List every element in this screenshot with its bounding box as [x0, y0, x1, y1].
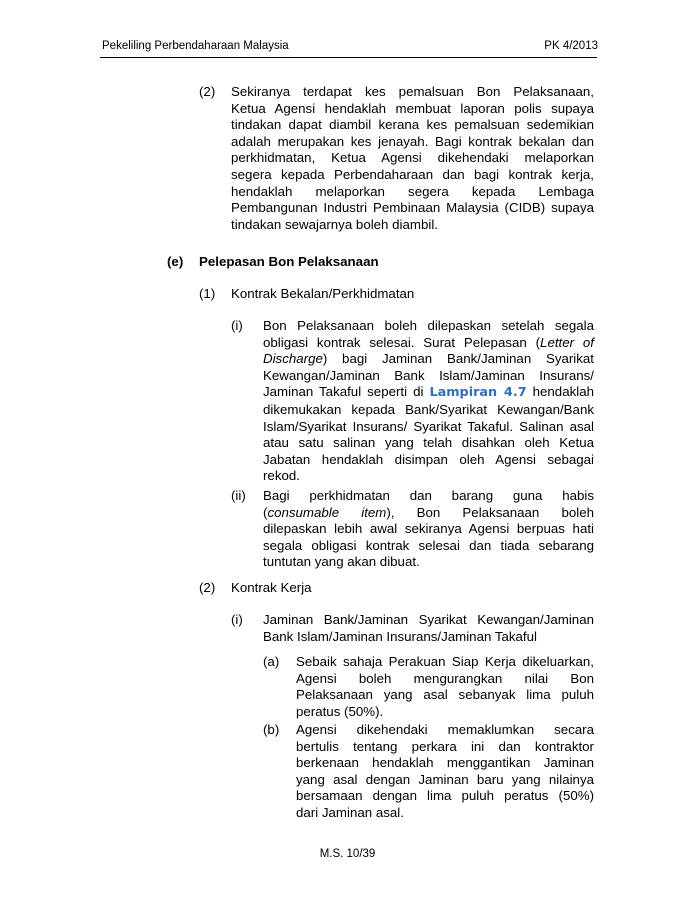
- text-line: Agensi dikehendaki memaklumkan secara: [296, 722, 594, 737]
- text-line: Bagi perkhidmatan dan barang guna habis: [263, 488, 594, 503]
- text-line: (consumable item), Bon Pelaksanaan boleh: [263, 504, 594, 520]
- text-line: Pelaksanaan yang asal sebanyak lima puluh: [296, 687, 594, 703]
- sub-2-title: Kontrak Kerja: [231, 580, 312, 595]
- text-line: perkhidmatan, Ketua Agensi dikehendaki melaporkan: [231, 150, 594, 166]
- text-line: Pembangunan Industri Pembinaan Malaysia (CIDB) supaya: [231, 200, 594, 216]
- text-line: dari Jaminan asal.: [296, 804, 404, 820]
- item-ii-body: [263, 488, 594, 571]
- text-line: bertulis tentang perkara ini dan kontraktor: [296, 738, 594, 754]
- page-number: M.S. 10/39: [319, 848, 376, 860]
- text-line: dikemukakan kepada Bank/Syarikat Kewangan/Bank: [263, 401, 594, 417]
- text-line: adalah merupakan kes jenayah. Bagi kontrak bekalan dan: [231, 133, 594, 149]
- text-line: Kewangan/Jaminan Bank Islam/Jaminan Insurans/: [263, 367, 594, 383]
- text-line: Jaminan Bank/Jaminan Syarikat Kewangan/Jaminan: [263, 612, 594, 627]
- item-ii-number: (ii): [231, 488, 246, 503]
- text-line: yang asal dengan Jaminan baru yang nilainya: [296, 771, 594, 787]
- text-line: rekod.: [263, 468, 300, 484]
- text-line: segala obligasi kontrak selesai dan tiada sebarang: [263, 537, 594, 553]
- lampiran-4-7-link[interactable]: Lampiran 4.7: [429, 385, 527, 401]
- item-a-body: [296, 654, 594, 720]
- text-line: berkenaan hendaklah menggantikan Jaminan: [296, 755, 594, 771]
- text-line: Jabatan hendaklah disimpan oleh Agensi sebagai: [263, 451, 594, 467]
- para-2-body: [231, 84, 594, 233]
- text-line: tindakan dapat diambil kerana kes pemalsuan sedemikian: [231, 117, 594, 133]
- item-2-i-body: [263, 612, 594, 645]
- text-line: hendaklah melaporkan segera kepada Lembaga: [231, 183, 594, 199]
- item-i-body: [263, 318, 594, 485]
- text-line: Agensi boleh mengurangkan nilai Bon: [296, 670, 594, 686]
- header-rule: [100, 57, 597, 58]
- text-line: tuntutan yang akan dibuat.: [263, 554, 420, 570]
- sub-1-title: Kontrak Bekalan/Perkhidmatan: [231, 286, 415, 301]
- item-i-number: (i): [231, 318, 243, 333]
- text-line: atau satu salinan yang telah disahkan oleh Ketua: [263, 435, 594, 451]
- header-title: Pekeliling Perbendaharaan Malaysia: [102, 40, 289, 52]
- section-e-number: (e): [167, 254, 184, 269]
- header-reference: PK 4/2013: [544, 40, 598, 52]
- text-line: segera kepada Perbendaharaan dan bagi kontrak kerja,: [231, 166, 594, 182]
- text-line: Sekiranya terdapat kes pemalsuan Bon Pelaksanaan,: [231, 84, 594, 99]
- text-line: dilepaskan lebih awal sekiranya Agensi berpuas hati: [263, 521, 594, 537]
- item-b-body: [296, 722, 594, 822]
- text-line: Bank Islam/Jaminan Insurans/Jaminan Takaful: [263, 628, 537, 644]
- text-line: Ketua Agensi hendaklah membuat laporan polis supaya: [231, 100, 594, 116]
- sub-1-number: (1): [199, 286, 216, 301]
- text-line: Sebaik sahaja Perakuan Siap Kerja dikeluarkan,: [296, 654, 594, 669]
- text-line: Discharge) bagi Jaminan Bank/Jaminan Syarikat: [263, 351, 594, 367]
- text-line: Islam/Syarikat Insurans/ Syarikat Takaful. Salinan asal: [263, 418, 594, 434]
- item-a-number: (a): [263, 654, 280, 669]
- text-line: Bon Pelaksanaan boleh dilepaskan setelah segala: [263, 318, 594, 333]
- para-2-number: (2): [199, 84, 216, 99]
- text-line: tindakan sewajarnya boleh diambil.: [231, 216, 438, 232]
- text-line: peratus (50%).: [296, 703, 384, 719]
- item-2-i-number: (i): [231, 612, 243, 627]
- section-e-title: Pelepasan Bon Pelaksanaan: [199, 254, 379, 269]
- text-line: Jaminan Takaful seperti di Lampiran 4.7 hendaklah: [263, 384, 594, 401]
- item-b-number: (b): [263, 722, 280, 737]
- text-line: obligasi kontrak selesai. Surat Pelepasan (Letter of: [263, 334, 594, 350]
- text-line: bersamaan dengan lima puluh peratus (50%): [296, 788, 594, 804]
- sub-2-number: (2): [199, 580, 216, 595]
